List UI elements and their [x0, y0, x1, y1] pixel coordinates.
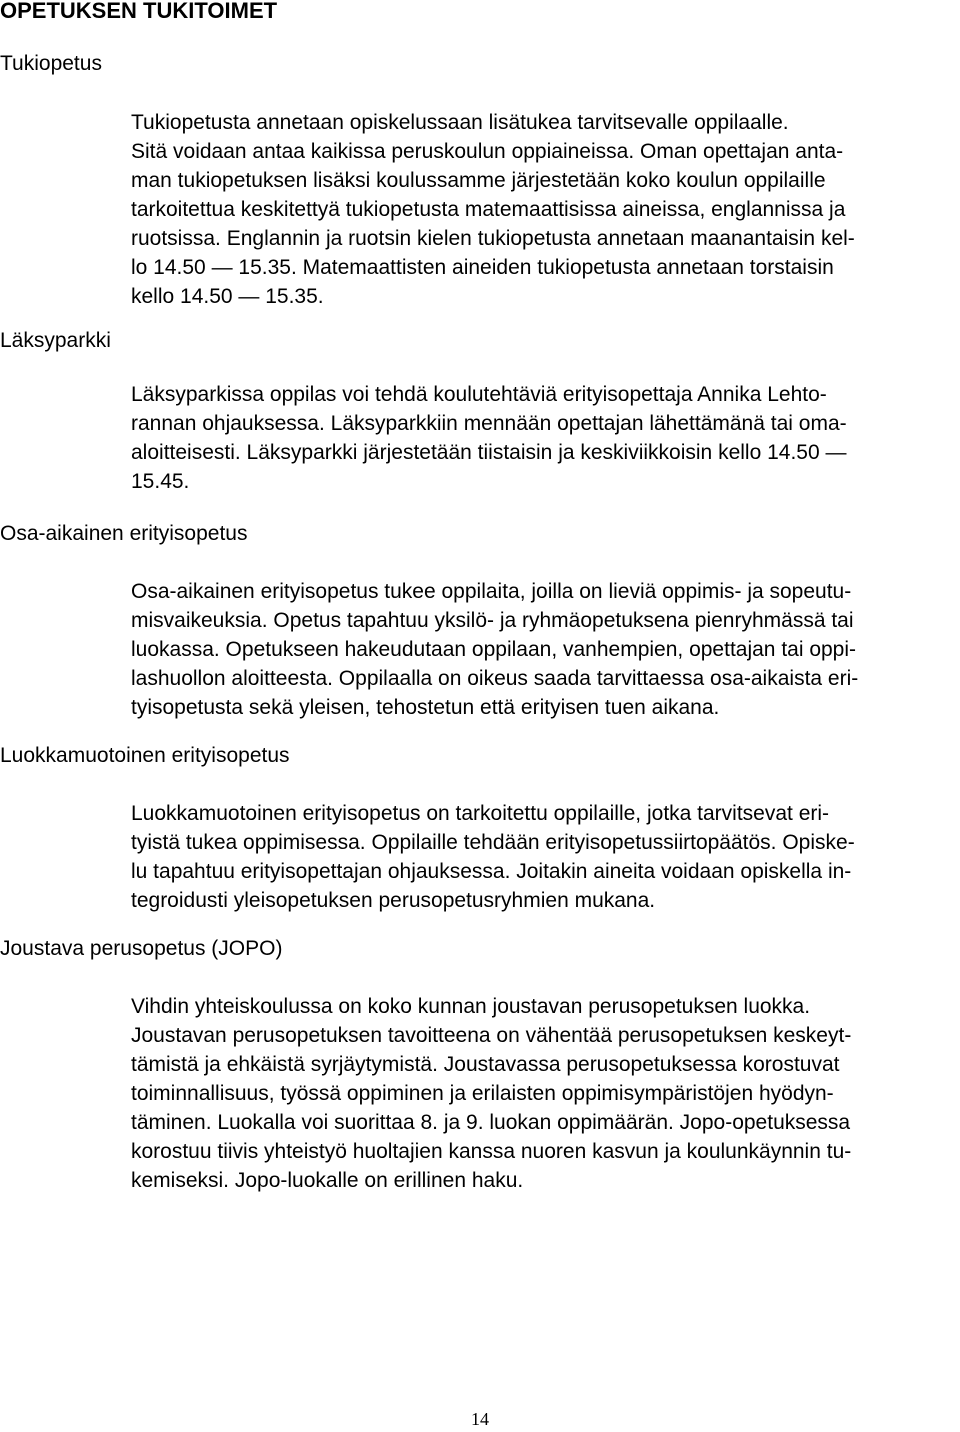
text-line: kemiseksi. Jopo-luokalle on erillinen haku.	[131, 1169, 524, 1192]
text-line: Vihdin yhteiskoulussa on koko kunnan joustavan perusopetuksen luokka.	[131, 995, 811, 1018]
text-line: tyistä tukea oppimisessa. Oppilaille tehdään erityisopetussiirtopäätös. Opiske-	[131, 831, 855, 854]
text-line: täminen. Luokalla voi suorittaa 8. ja 9. luokan oppimäärän. Jopo-opetuksessa	[131, 1111, 851, 1134]
section-heading-tukiopetus: Tukiopetus	[0, 52, 102, 75]
text-line: Joustavan perusopetuksen tavoitteena on vähentää perusopetuksen keskeyt-	[131, 1024, 852, 1047]
text-line: aloitteisesti. Läksyparkki järjestetään tiistaisin ja keskiviikkoisin kello 14.50 —	[131, 441, 847, 464]
text-line: lo 14.50 — 15.35. Matemaattisten aineiden tukiopetusta annetaan torstaisin	[131, 256, 834, 279]
section-text-tukiopetus	[131, 108, 957, 311]
text-line: kello 14.50 — 15.35.	[131, 285, 324, 308]
section-heading-luokkamuotoinen: Luokkamuotoinen erityisopetus	[0, 744, 290, 767]
section-heading-osa-aikainen: Osa-aikainen erityisopetus	[0, 522, 248, 545]
section-text-jopo	[131, 992, 957, 1195]
text-line: toiminnallisuus, työssä oppiminen ja erilaisten oppimisympäristöjen hyödyn-	[131, 1082, 834, 1105]
text-line: lu tapahtuu erityisopettajan ohjauksessa. Joitakin aineita voidaan opiskella in-	[131, 860, 852, 883]
section-text-luokkamuotoinen	[131, 799, 957, 915]
section-heading-jopo: Joustava perusopetus (JOPO)	[0, 937, 283, 960]
page-title: OPETUKSEN TUKITOIMET	[0, 0, 278, 23]
text-line: Osa-aikainen erityisopetus tukee oppilaita, joilla on lieviä oppimis- ja sopeutu-	[131, 580, 852, 603]
section-heading-laksyparkki: Läksyparkki	[0, 329, 111, 352]
text-line: lashuollon aloitteesta. Oppilaalla on oikeus saada tarvittaessa osa-aikaista eri-	[131, 667, 859, 690]
text-line: Luokkamuotoinen erityisopetus on tarkoitettu oppilaille, jotka tarvitsevat eri-	[131, 802, 830, 825]
text-line: tyisopetusta sekä yleisen, tehostetun että erityisen tuen aikana.	[131, 696, 720, 719]
text-line: korostuu tiivis yhteistyö huoltajien kanssa nuoren kasvun ja koulunkäynnin tu-	[131, 1140, 852, 1163]
text-line: rannan ohjauksessa. Läksyparkkiin mennään opettajan lähettämänä tai oma-	[131, 412, 847, 435]
section-text-osa-aikainen	[131, 577, 957, 722]
text-line: Tukiopetusta annetaan opiskelussaan lisätukea tarvitsevalle oppilaalle.	[131, 111, 789, 134]
text-line: misvaikeuksia. Opetus tapahtuu yksilö- ja ryhmäopetuksena pienryhmässä tai	[131, 609, 854, 632]
text-line: man tukiopetuksen lisäksi koulussamme järjestetään koko koulun oppilaille	[131, 169, 826, 192]
text-line: 15.45.	[131, 470, 190, 493]
text-line: luokassa. Opetukseen hakeudutaan oppilaan, vanhempien, opettajan tai oppi-	[131, 638, 857, 661]
text-line: Läksyparkissa oppilas voi tehdä koulutehtäviä erityisopettaja Annika Lehto-	[131, 383, 827, 406]
text-line: ruotsissa. Englannin ja ruotsin kielen tukiopetusta annetaan maanantaisin kel-	[131, 227, 855, 250]
text-line: tämistä ja ehkäistä syrjäytymistä. Joustavassa perusopetuksessa korostuvat	[131, 1053, 840, 1076]
text-line: tarkoitettua keskitettyä tukiopetusta matemaattisissa aineissa, englannissa ja	[131, 198, 846, 221]
page-number: 14	[471, 1409, 489, 1429]
text-line: tegroidusti yleisopetuksen perusopetusryhmien mukana.	[131, 889, 656, 912]
section-text-laksyparkki	[131, 380, 957, 496]
text-line: Sitä voidaan antaa kaikissa peruskoulun oppiaineissa. Oman opettajan anta-	[131, 140, 844, 163]
